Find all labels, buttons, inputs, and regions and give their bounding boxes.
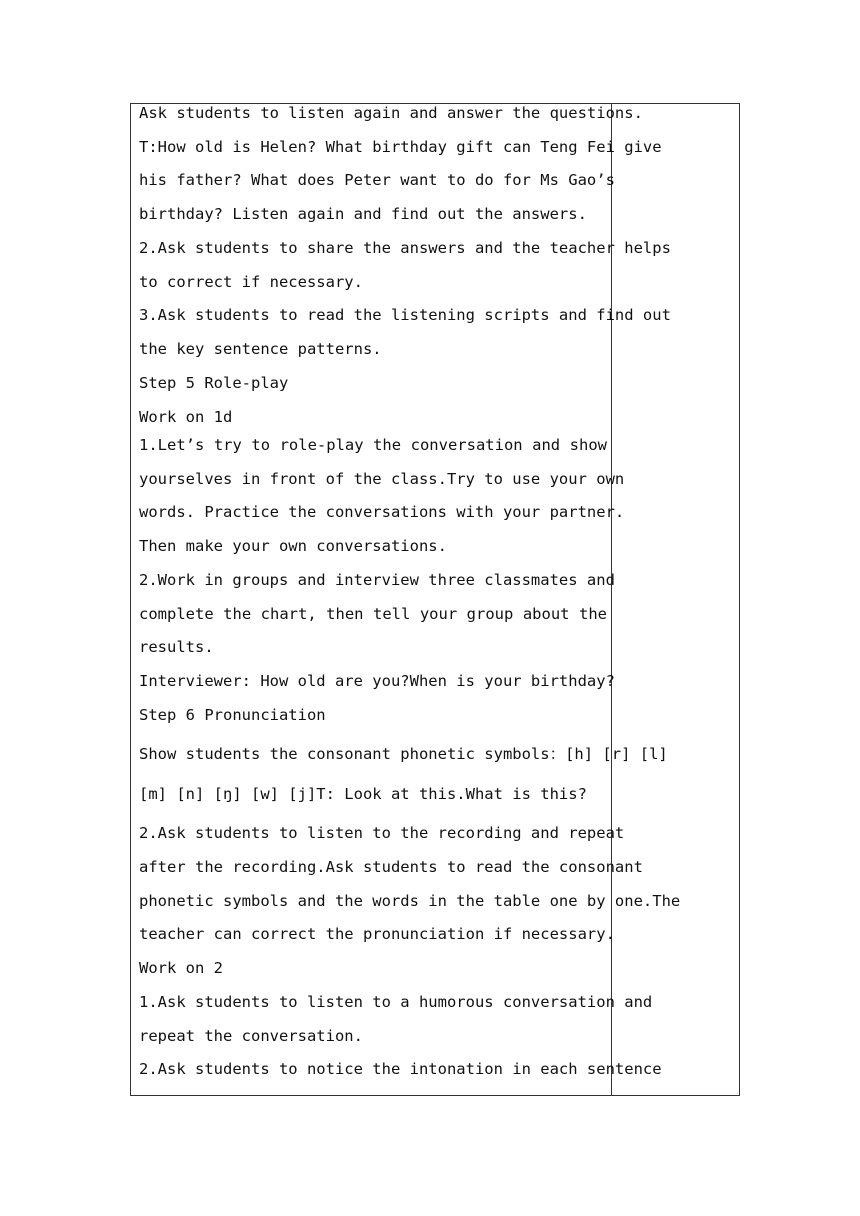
procedure-cell [131, 104, 681, 1095]
text-line: Work on 2 [139, 959, 223, 977]
text-line: Work on 1d [139, 408, 233, 426]
text-line: birthday? Listen again and find out the answers. [139, 205, 587, 223]
text-line: 2.Ask students to notice the intonation in each sentence [139, 1060, 662, 1078]
text-line: results. [139, 638, 214, 656]
text-line: his father? What does Peter want to do for Ms Gao’s [139, 171, 615, 189]
text-line: 2.Ask students to share the answers and the teacher helps [139, 239, 671, 257]
text-line: 1.Let’s try to role-play the conversation and show [139, 436, 607, 454]
text-line: 3.Ask students to read the listening scripts and find out [139, 306, 671, 324]
text-line: repeat the conversation. [139, 1027, 363, 1045]
text-line: words. Practice the conversations with your partner. [139, 503, 625, 521]
lesson-table [130, 103, 740, 1096]
text-line: yourselves in front of the class.Try to use your own [139, 470, 625, 488]
text-line: Show students the consonant phonetic symbols：[h] [r] [l] [139, 745, 668, 763]
text-line: 1.Ask students to listen to a humorous conversation and [139, 993, 653, 1011]
text-line: after the recording.Ask students to read the consonant [139, 858, 643, 876]
text-line: teacher can correct the pronunciation if necessary. [139, 925, 615, 943]
text-line: 2.Work in groups and interview three classmates and [139, 571, 615, 589]
text-line: Ask students to listen again and answer the questions. [139, 104, 643, 122]
text-line: T:How old is Helen? What birthday gift can Teng Fei give [139, 138, 662, 156]
text-line: to correct if necessary. [139, 273, 363, 291]
text-line: [m] [n] [ŋ] [w] [j]T: Look at this.What is this? [139, 785, 587, 803]
text-line: the key sentence patterns. [139, 340, 382, 358]
text-line: phonetic symbols and the words in the table one by one.The [139, 892, 681, 910]
text-line: Interviewer: How old are you?When is your birthday? [139, 672, 615, 690]
text-line: Then make your own conversations. [139, 537, 447, 555]
step-heading: Step 6 Pronunciation [139, 706, 326, 724]
text-line: 2.Ask students to listen to the recording and repeat [139, 824, 625, 842]
step-heading: Step 5 Role-play [139, 374, 289, 392]
text-line: complete the chart, then tell your group about the [139, 605, 607, 623]
